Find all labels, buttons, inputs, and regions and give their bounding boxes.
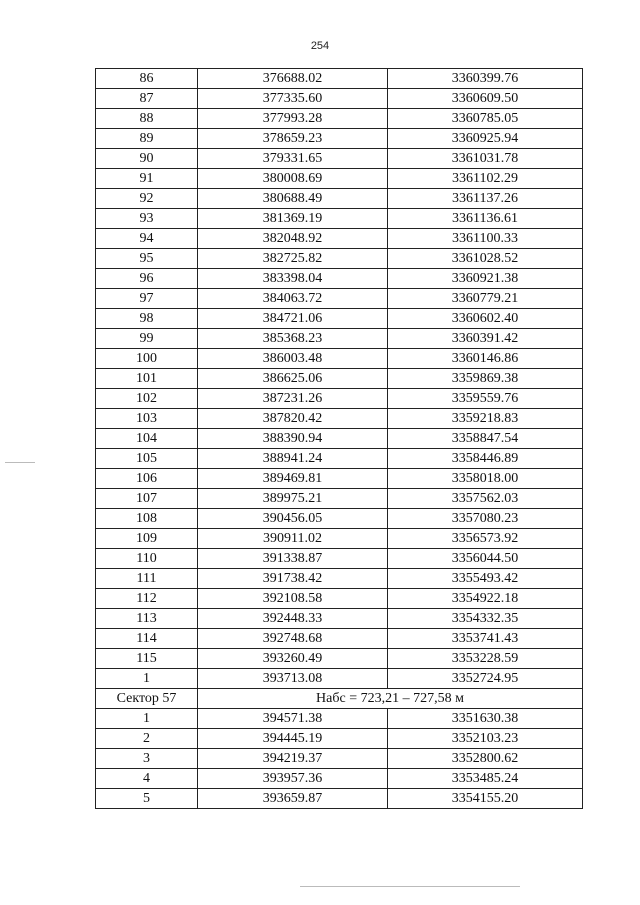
table-row <box>96 629 583 649</box>
point-number: 90 <box>96 149 198 169</box>
coord-x: 392108.58 <box>198 589 388 609</box>
table-row <box>96 569 583 589</box>
table-row <box>96 489 583 509</box>
point-number: 114 <box>96 629 198 649</box>
point-number: 98 <box>96 309 198 329</box>
coord-x: 376688.02 <box>198 69 388 89</box>
point-number: 107 <box>96 489 198 509</box>
table-row <box>96 249 583 269</box>
table-row <box>96 609 583 629</box>
table-row <box>96 549 583 569</box>
coord-x: 387231.26 <box>198 389 388 409</box>
point-number: 97 <box>96 289 198 309</box>
point-number: 2 <box>96 729 198 749</box>
coord-y: 3351630.38 <box>388 709 583 729</box>
point-number: 102 <box>96 389 198 409</box>
coord-y: 3360399.76 <box>388 69 583 89</box>
coord-y: 3354155.20 <box>388 789 583 809</box>
coord-x: 389975.21 <box>198 489 388 509</box>
table-row <box>96 449 583 469</box>
coord-x: 377335.60 <box>198 89 388 109</box>
point-number: 1 <box>96 669 198 689</box>
point-number: 5 <box>96 789 198 809</box>
coord-x: 384721.06 <box>198 309 388 329</box>
scan-artifact-bottom <box>300 886 520 887</box>
coord-y: 3356044.50 <box>388 549 583 569</box>
point-number: 89 <box>96 129 198 149</box>
coord-x: 390456.05 <box>198 509 388 529</box>
coord-y: 3360925.94 <box>388 129 583 149</box>
coord-x: 391338.87 <box>198 549 388 569</box>
table-row <box>96 589 583 609</box>
table-row <box>96 89 583 109</box>
table-row <box>96 149 583 169</box>
coord-x: 388941.24 <box>198 449 388 469</box>
coord-x: 387820.42 <box>198 409 388 429</box>
point-number: 110 <box>96 549 198 569</box>
point-number: 86 <box>96 69 198 89</box>
coord-x: 390911.02 <box>198 529 388 549</box>
table-row <box>96 469 583 489</box>
coord-x: 393713.08 <box>198 669 388 689</box>
table-row <box>96 529 583 549</box>
table-row <box>96 169 583 189</box>
point-number: 105 <box>96 449 198 469</box>
table-row <box>96 769 583 789</box>
table-row <box>96 229 583 249</box>
point-number: 103 <box>96 409 198 429</box>
table-row <box>96 189 583 209</box>
coord-x: 382048.92 <box>198 229 388 249</box>
table-row <box>96 429 583 449</box>
table-row <box>96 109 583 129</box>
table-row <box>96 269 583 289</box>
point-number: 115 <box>96 649 198 669</box>
point-number: 100 <box>96 349 198 369</box>
table-row <box>96 289 583 309</box>
table-row <box>96 729 583 749</box>
table-row <box>96 389 583 409</box>
table-row <box>96 329 583 349</box>
table-row <box>96 369 583 389</box>
coord-y: 3360146.86 <box>388 349 583 369</box>
coord-y: 3356573.92 <box>388 529 583 549</box>
coord-x: 394219.37 <box>198 749 388 769</box>
coord-y: 3352724.95 <box>388 669 583 689</box>
coord-y: 3359559.76 <box>388 389 583 409</box>
table-row <box>96 209 583 229</box>
table-row <box>96 749 583 769</box>
coord-y: 3360921.38 <box>388 269 583 289</box>
coordinates-table <box>95 68 583 809</box>
table-row <box>96 409 583 429</box>
scan-artifact-left <box>5 462 35 463</box>
coord-y: 3353741.43 <box>388 629 583 649</box>
point-number: 95 <box>96 249 198 269</box>
coord-x: 393659.87 <box>198 789 388 809</box>
coordinates-table-body <box>96 69 583 689</box>
point-number: 92 <box>96 189 198 209</box>
point-number: 3 <box>96 749 198 769</box>
coord-x: 386003.48 <box>198 349 388 369</box>
coord-x: 389469.81 <box>198 469 388 489</box>
coord-x: 380008.69 <box>198 169 388 189</box>
coord-y: 3361137.26 <box>388 189 583 209</box>
coord-y: 3361136.61 <box>388 209 583 229</box>
point-number: 104 <box>96 429 198 449</box>
coord-y: 3358018.00 <box>388 469 583 489</box>
sector-header <box>96 689 583 709</box>
coord-y: 3360602.40 <box>388 309 583 329</box>
point-number: 113 <box>96 609 198 629</box>
point-number: 91 <box>96 169 198 189</box>
sector-label: Сектор 57 <box>96 689 198 709</box>
table-row <box>96 129 583 149</box>
coord-y: 3359869.38 <box>388 369 583 389</box>
coord-y: 3357562.03 <box>388 489 583 509</box>
point-number: 106 <box>96 469 198 489</box>
coord-y: 3354332.35 <box>388 609 583 629</box>
coord-x: 383398.04 <box>198 269 388 289</box>
point-number: 96 <box>96 269 198 289</box>
coord-x: 382725.82 <box>198 249 388 269</box>
table-row <box>96 509 583 529</box>
coord-x: 391738.42 <box>198 569 388 589</box>
table-row <box>96 789 583 809</box>
coord-x: 377993.28 <box>198 109 388 129</box>
coord-x: 393957.36 <box>198 769 388 789</box>
coord-y: 3358446.89 <box>388 449 583 469</box>
coord-x: 388390.94 <box>198 429 388 449</box>
point-number: 108 <box>96 509 198 529</box>
point-number: 87 <box>96 89 198 109</box>
table-row <box>96 709 583 729</box>
point-number: 93 <box>96 209 198 229</box>
coord-x: 394445.19 <box>198 729 388 749</box>
coord-y: 3360391.42 <box>388 329 583 349</box>
coord-y: 3361031.78 <box>388 149 583 169</box>
coord-x: 381369.19 <box>198 209 388 229</box>
coord-x: 386625.06 <box>198 369 388 389</box>
point-number: 112 <box>96 589 198 609</box>
coord-y: 3358847.54 <box>388 429 583 449</box>
coord-x: 378659.23 <box>198 129 388 149</box>
coord-x: 393260.49 <box>198 649 388 669</box>
table-row <box>96 349 583 369</box>
table-row <box>96 309 583 329</box>
coord-x: 392748.68 <box>198 629 388 649</box>
point-number: 88 <box>96 109 198 129</box>
coord-x: 380688.49 <box>198 189 388 209</box>
sector-table-body <box>96 709 583 809</box>
coord-y: 3357080.23 <box>388 509 583 529</box>
coord-y: 3359218.83 <box>388 409 583 429</box>
point-number: 4 <box>96 769 198 789</box>
coord-y: 3352800.62 <box>388 749 583 769</box>
coord-x: 392448.33 <box>198 609 388 629</box>
coord-x: 394571.38 <box>198 709 388 729</box>
point-number: 99 <box>96 329 198 349</box>
coord-x: 385368.23 <box>198 329 388 349</box>
coord-y: 3360779.21 <box>388 289 583 309</box>
coord-x: 379331.65 <box>198 149 388 169</box>
coord-y: 3352103.23 <box>388 729 583 749</box>
coord-y: 3353228.59 <box>388 649 583 669</box>
sector-row <box>96 689 583 709</box>
sector-height: Набс = 723,21 – 727,58 м <box>198 689 583 709</box>
point-number: 1 <box>96 709 198 729</box>
point-number: 109 <box>96 529 198 549</box>
point-number: 111 <box>96 569 198 589</box>
point-number: 94 <box>96 229 198 249</box>
coord-y: 3361100.33 <box>388 229 583 249</box>
coord-y: 3353485.24 <box>388 769 583 789</box>
table-row <box>96 649 583 669</box>
coord-x: 384063.72 <box>198 289 388 309</box>
coord-y: 3360609.50 <box>388 89 583 109</box>
coord-y: 3355493.42 <box>388 569 583 589</box>
table-row <box>96 69 583 89</box>
point-number: 101 <box>96 369 198 389</box>
coord-y: 3361102.29 <box>388 169 583 189</box>
page-number: 254 <box>310 40 330 52</box>
coord-y: 3360785.05 <box>388 109 583 129</box>
coord-y: 3354922.18 <box>388 589 583 609</box>
table-row <box>96 669 583 689</box>
coord-y: 3361028.52 <box>388 249 583 269</box>
